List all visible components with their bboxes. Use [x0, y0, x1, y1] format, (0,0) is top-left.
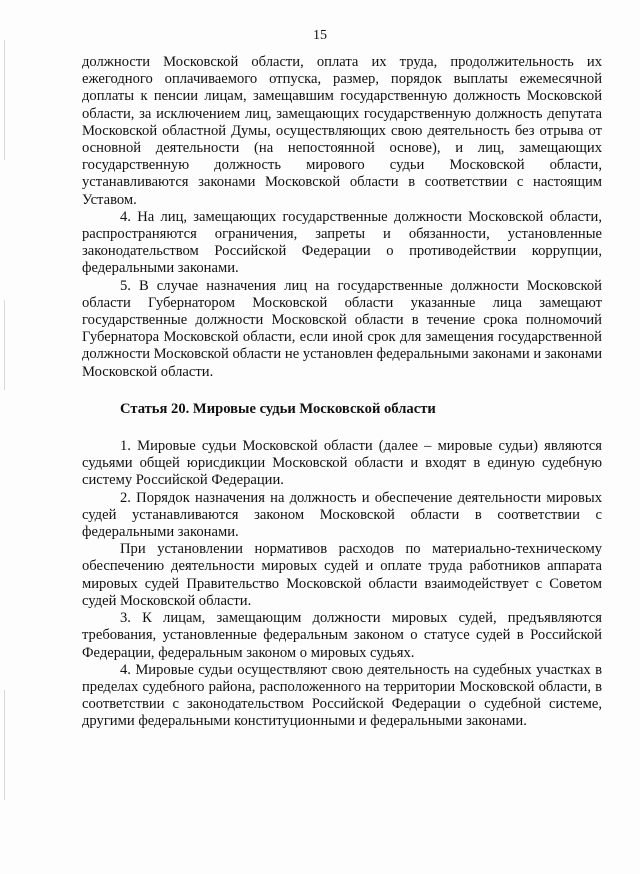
document-body: [82, 54, 602, 731]
article-paragraph-1: 1. Мировые судьи Московской области (далее – мировые судьи) являются судьями общей юрисдикции Московской области и входят в единую судебную систему Российской Федерации.: [82, 438, 602, 489]
article-paragraph-4: 4. Мировые судьи осуществляют свою деятельность на судебных участках в пределах судебного района, расположенного на территории Московской области, в соответствии с законодательством Российской Федерации о судебной системе, другими федеральными конституционными и федеральными законами.: [82, 661, 602, 730]
scan-edge-mark: [4, 300, 5, 390]
scan-edge-mark: [4, 40, 5, 160]
article-paragraph-2-sub: При установлении нормативов расходов по материально-техническому обеспечению деятельности мировых судей и оплате труда работников аппарата мировых судей Правительство Московской области взаимодействует с Советом судей Московской области.: [82, 541, 602, 609]
article-paragraph-2: 2. Порядок назначения на должность и обеспечение деятельности мировых судей устанавливаются законом Московской области в соответствии с федеральными законами.: [82, 489, 602, 541]
paragraph-continuation: должности Московской области, оплата их труда, продолжительность их ежегодного оплачиваемого отпуска, размер, порядок выплаты ежемесячной доплаты к пенсии лицам, замещавшим государственную должность Московской области, за исключением лиц, замещающих государственную должность депутата Московской областной Думы, осуществляющих свою деятельность без отрыва от основной деятельности (на непостоянной основе), и лиц, замещающих государственную должность мирового судьи Московской области, устанавливаются законами Московской области в соответствии с настоящим Уставом.: [82, 54, 602, 208]
page-number: 15: [313, 28, 327, 43]
article-paragraph-3: 3. К лицам, замещающим должности мировых судей, предъявляются требования, установленные федеральным законом о статусе судей в Российской Федерации, федеральным законом о мировых судьях.: [82, 610, 602, 661]
article-heading: Статья 20. Мировые судьи Московской области: [120, 400, 436, 417]
paragraph-item-4: 4. На лиц, замещающих государственные должности Московской области, распространяются ограничения, запреты и обязанности, установленные законодательством Российской Федерации о противодействии коррупции, федеральными законами.: [82, 208, 602, 277]
scan-edge-mark: [4, 690, 5, 800]
paragraph-item-5: 5. В случае назначения лиц на государственные должности Московской области Губернатором Московской области указанные лица замещают государственные должности Московской области в течение срока полномочий Губернатора Московской области, если иной срок для замещения государственной должности Московской области не установлен федеральными законами и законами Московской области.: [82, 277, 603, 380]
